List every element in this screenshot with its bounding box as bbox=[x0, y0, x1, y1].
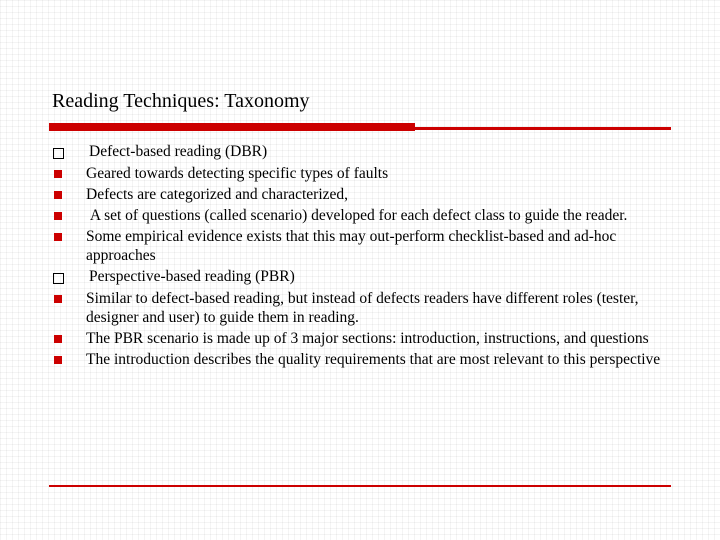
title-rule-accent bbox=[49, 123, 415, 131]
filled-square-bullet-icon bbox=[54, 356, 62, 364]
bullet-text: Perspective-based reading (PBR) bbox=[89, 268, 295, 285]
sub-bullet-text: The introduction describes the quality requirements that are most relevant to this perspective bbox=[86, 351, 661, 368]
sub-bullet-text: The PBR scenario is made up of 3 major sections: introduction, instructions, and questions bbox=[86, 330, 649, 347]
bullet-text: Defect-based reading (DBR) bbox=[89, 143, 268, 160]
sub-bullet bbox=[52, 164, 672, 183]
sub-bullet-text: A set of questions (called scenario) developed for each defect class to guide the reader. bbox=[86, 207, 628, 224]
hollow-square-bullet-icon bbox=[53, 273, 64, 284]
filled-square-bullet-icon bbox=[54, 335, 62, 343]
filled-square-bullet-icon bbox=[54, 212, 62, 220]
slide-body bbox=[52, 140, 672, 369]
hollow-square-bullet-icon bbox=[53, 148, 64, 159]
sub-bullet bbox=[52, 185, 672, 204]
sub-bullet bbox=[52, 289, 672, 327]
sub-bullet-text: Geared towards detecting specific types of faults bbox=[86, 165, 389, 182]
sub-bullet-text: Defects are categorized and characterized, bbox=[86, 186, 349, 203]
sub-bullet bbox=[52, 329, 672, 348]
footer-rule bbox=[49, 485, 671, 487]
filled-square-bullet-icon bbox=[54, 233, 62, 241]
filled-square-bullet-icon bbox=[54, 170, 62, 178]
bullet-pbr bbox=[52, 267, 672, 287]
sub-bullet bbox=[52, 350, 672, 369]
bullet-dbr bbox=[52, 142, 672, 162]
sub-bullet bbox=[52, 206, 672, 225]
sub-bullet-text: Some empirical evidence exists that this may out-perform checklist-based and ad-hoc approaches bbox=[86, 228, 617, 264]
slide-title: Reading Techniques: Taxonomy bbox=[52, 90, 310, 112]
filled-square-bullet-icon bbox=[54, 295, 62, 303]
sub-bullet bbox=[52, 227, 672, 265]
filled-square-bullet-icon bbox=[54, 191, 62, 199]
sub-bullet-text: Similar to defect-based reading, but instead of defects readers have different roles (tester, designer and user) to guide them in reading. bbox=[86, 290, 639, 326]
